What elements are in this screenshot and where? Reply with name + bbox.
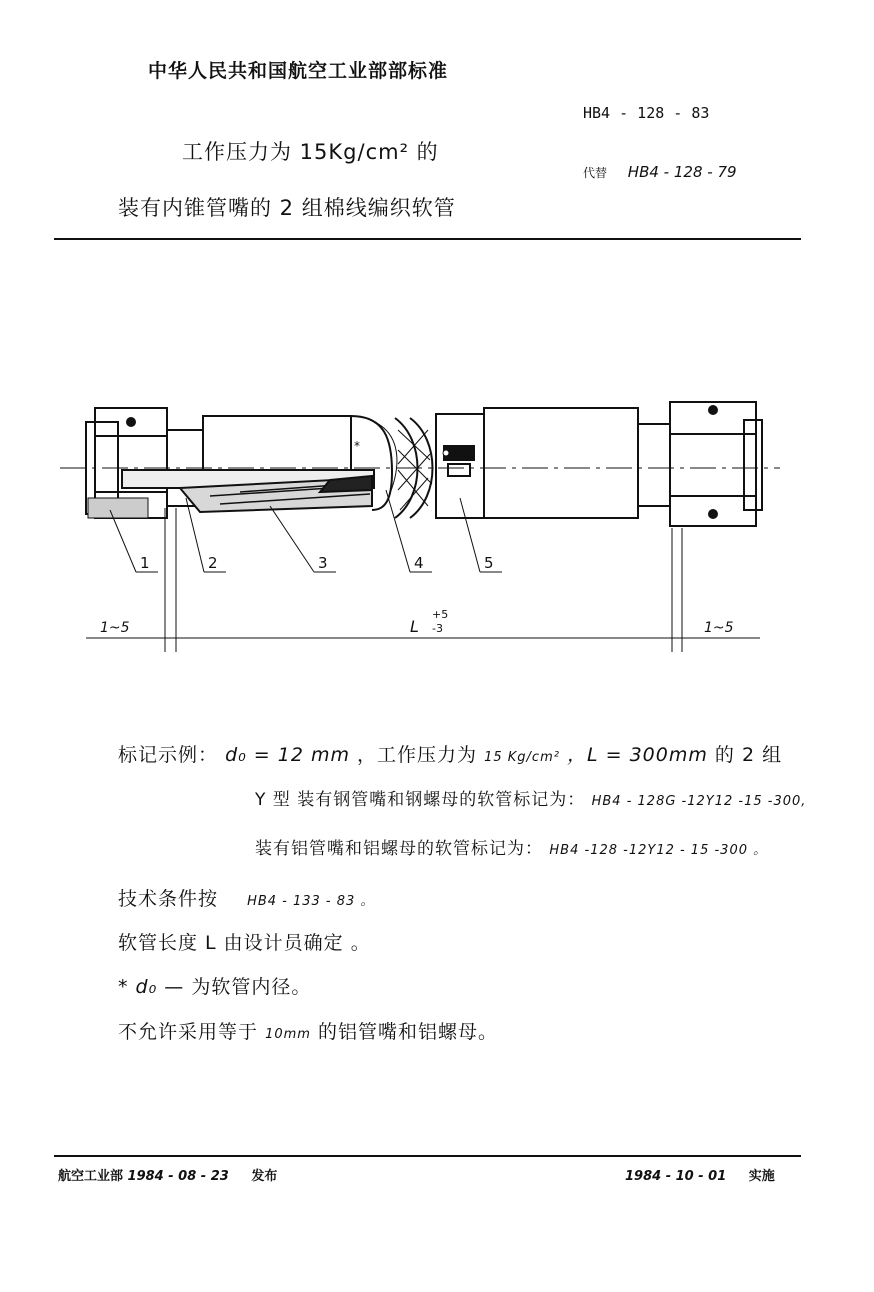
inner-diameter-note <box>118 972 311 999</box>
d0-note-symbol: d₀ <box>135 976 158 998</box>
tech-conditions-text: 技术条件按 <box>118 888 219 910</box>
restriction-value: 10mm <box>265 1027 311 1042</box>
right-fitting <box>484 408 670 518</box>
footer-effective <box>625 1165 775 1184</box>
length-value: ，L = 300mm <box>567 744 708 766</box>
restriction-note <box>118 1017 498 1044</box>
restriction-post: 的铝管嘴和铝螺母。 <box>317 1021 498 1043</box>
organization-title: 中华人民共和国航空工业部部标准 <box>148 60 449 82</box>
standard-number: HB4 - 128 - 83 <box>583 104 710 122</box>
d0-star-mark: * <box>354 439 360 453</box>
dim-left: 1~5 <box>100 620 130 636</box>
issuing-body: 航空工业部 <box>58 1169 124 1184</box>
technical-conditions-note <box>118 884 374 911</box>
replaces-line <box>583 163 737 181</box>
dim-right: 1~5 <box>704 620 734 636</box>
left-nut <box>86 408 167 518</box>
document-title-line2: 装有内锥管嘴的 2 组棉线编织软管 <box>118 196 456 220</box>
length-note: 软管长度 L 由设计员确定 。 <box>118 932 371 954</box>
extension-lines <box>165 508 682 652</box>
aluminum-marking-code: HB4 -128 -12Y12 - 15 -300 。 <box>549 843 768 858</box>
clamp-part <box>436 414 484 518</box>
callout-3: 3 <box>318 554 328 572</box>
marking-example-line2 <box>255 785 806 810</box>
effective-date: 1984 - 10 - 01 <box>625 1169 727 1184</box>
steel-marking-text: Y 型 装有钢管嘴和钢螺母的软管标记为： <box>255 790 586 810</box>
marking-example-line1 <box>118 740 782 767</box>
footer-issued <box>58 1165 277 1184</box>
aluminum-marking-text: 装有铝管嘴和铝螺母的软管标记为： <box>255 839 543 859</box>
issued-label: 发布 <box>251 1169 278 1184</box>
marking-example-line3 <box>255 834 767 859</box>
callout-5: 5 <box>484 554 494 572</box>
document-title-line1: 工作压力为 15Kg/cm² 的 <box>182 140 439 164</box>
callout-2: 2 <box>208 554 218 572</box>
hose-assembly-drawing <box>0 380 874 660</box>
pressure-label: ，工作压力为 <box>357 744 478 766</box>
pressure-value: 15 Kg/cm² <box>484 750 560 765</box>
left-fitting <box>122 416 397 512</box>
issued-date: 1984 - 08 - 23 <box>127 1169 229 1184</box>
tech-conditions-code: HB4 - 133 - 83 。 <box>247 894 375 909</box>
right-nut <box>670 402 762 526</box>
replaces-value: HB4 - 128 - 79 <box>627 163 737 181</box>
d0-note-star: * <box>118 976 129 998</box>
effective-label: 实施 <box>748 1169 775 1184</box>
footer-rule <box>54 1155 801 1157</box>
d0-value: d₀ = 12 mm <box>225 744 350 766</box>
example-tail: 的 2 组 <box>714 744 783 766</box>
header-rule <box>54 238 801 240</box>
callout-4: 4 <box>414 554 424 572</box>
dim-tolerance-lower: -3 <box>432 622 443 635</box>
callout-1: 1 <box>140 554 150 572</box>
d0-note-text: — 为软管内径。 <box>164 976 312 998</box>
marking-example-label: 标记示例： <box>118 744 219 766</box>
dim-tolerance-upper: +5 <box>432 608 449 621</box>
steel-marking-code: HB4 - 128G -12Y12 -15 -300, <box>591 794 807 809</box>
dim-length-L: L <box>410 617 419 636</box>
restriction-pre: 不允许采用等于 <box>118 1021 259 1043</box>
replaces-label: 代替 <box>583 166 608 180</box>
